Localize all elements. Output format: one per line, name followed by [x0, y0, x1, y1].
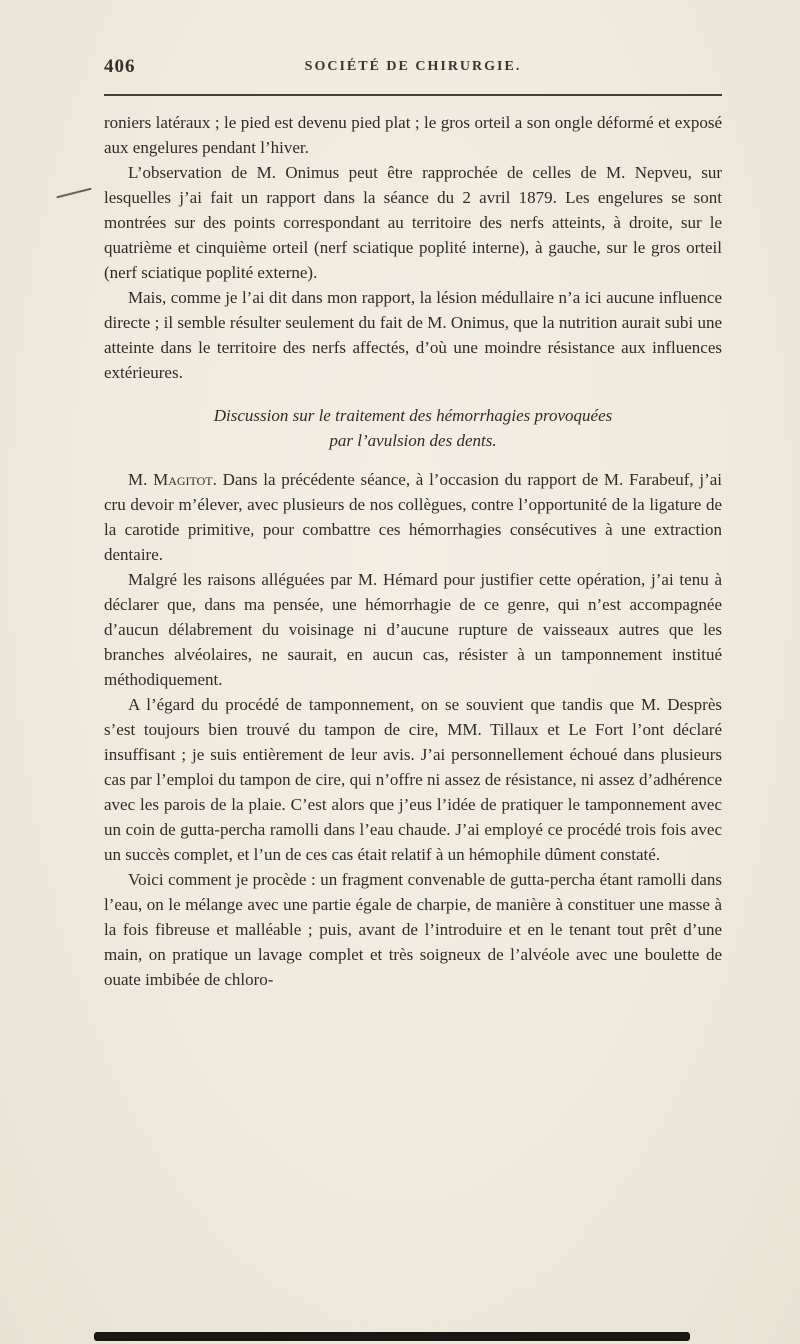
page-number: 406 — [104, 56, 136, 77]
page-header — [104, 56, 722, 82]
paragraph-procede: Voici comment je procède : un fragment convenable de gutta-percha étant ramolli dans l’eau, on le mélange avec une partie égale de charpie, de manière à constituer une masse à la fois fibreuse et malléable ; puis, avant de l’introduire et en le tenant tout prêt d’une main, on pratique un lavage complet et très soigneux de l’alvéole avec une boulette de ouate imbibée de chloro- — [104, 870, 722, 989]
paragraph-tamponnement: A l’égard du procédé de tamponnement, on se souvient que tandis que M. Desprès s’est toujours bien trouvé du tampon de cire, MM. Tillaux et Le Fort l’ont déclaré insuffisant ; je suis entièrement de leur avis. J’ai personnellement échoué dans plusieurs cas par l’emploi du tampon de cire, qui n’offre ni assez de résistance, ni assez d’adhérence avec les parois de la plaie. C’est alors que j’eus l’idée de pratiquer le tamponnement avec un coin de gutta-percha ramolli dans l’eau chaude. J’ai employé ce procédé trois fois avec un succès complet, et l’un de ces cas était relatif à un hémophile dûment constaté. — [104, 695, 722, 864]
section-heading — [104, 403, 722, 453]
section-heading-line1: Discussion sur le traitement des hémorrhagies provoquées — [213, 406, 613, 425]
speaker-name: M. Magitot. — [128, 470, 217, 489]
running-title: SOCIÉTÉ DE CHIRURGIE. — [304, 59, 522, 74]
paragraph-conclusion: Mais, comme je l’ai dit dans mon rapport, la lésion médullaire n’a ici aucune influence directe ; il semble résulter seulement du fait de M. Onimus, que la nutrition aurait subi une atteinte dans le territoire des nerfs affectés, d’où une moindre résistance aux influences extérieures. — [104, 288, 722, 382]
paragraph-hemard: Malgré les raisons alléguées par M. Hémard pour justifier cette opération, j’ai tenu à déclarer que, dans ma pensée, une hémorrhagie de ce genre, qui n’est accompagnée d’aucun délabrement du voisinage ni d’aucune rupture de vaisseaux autres que les branches alvéolaires, ne saurait, en aucun cas, résister à un tamponnement institué méthodiquement. — [104, 570, 722, 689]
section-heading-line2: par l’avulsion des dents. — [329, 431, 497, 450]
margin-mark — [56, 188, 91, 199]
paragraph-continuation: roniers latéraux ; le pied est devenu pied plat ; le gros orteil a son ongle déformé et exposé aux engelures pendant l’hiver. — [104, 113, 722, 157]
page-body — [104, 110, 722, 992]
speaker-text: Dans la précédente séance, à l’occasion du rapport de M. Farabeuf, j’ai cru devoir m’élever, avec plusieurs de nos collègues, contre l’opportunité de la ligature de la carotide primitive, pour combattre ces hémorrhagies consécutives à une extraction dentaire. — [104, 470, 723, 564]
paragraph-magitot — [104, 467, 722, 567]
header-rule — [104, 94, 722, 96]
scan-edge-bar — [94, 1332, 690, 1341]
paragraph-observation: L’observation de M. Onimus peut être rapprochée de celles de M. Nepveu, sur lesquelles j’ai fait un rapport dans la séance du 2 avril 1879. Les engelures se sont montrées sur des points correspondant au territoire des nerfs atteints, à droite, sur le quatrième et cinquième orteil (nerf sciatique poplité interne), à gauche, sur le gros orteil (nerf sciatique poplité externe). — [104, 163, 722, 282]
